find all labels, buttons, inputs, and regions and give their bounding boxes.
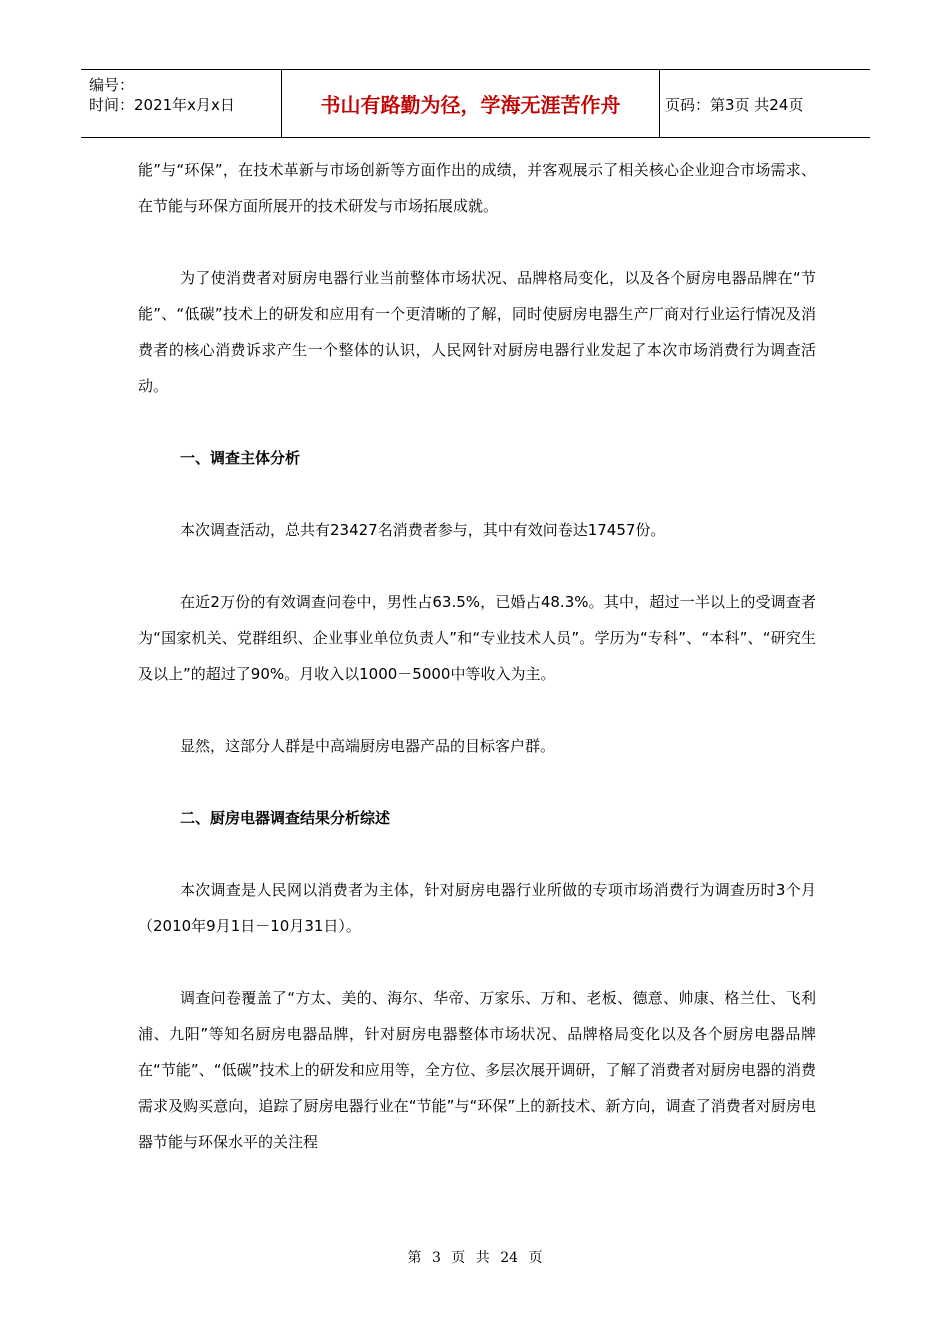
header-motto: 书山有路勤为径，学海无涯苦作舟 [320,93,621,117]
paragraph: 调查问卷覆盖了“方太、美的、海尔、华帝、万家乐、万和、老板、德意、帅康、格兰仕、飞利浦、九阳”等知名厨房电器品牌，针对厨房电器整体市场状况、品牌格局变化以及各个厨房电器品牌在“节能”、“低碳”技术上的研发和应用等，全方位、多层次展开调研，了解了消费者对厨房电器的消费需求及购买意向，追踪了厨房电器行业在“节能”与“环保”上的新技术、新方向，调查了消费者对厨房电器节能与环保水平的关注程 [138,989,816,1151]
paragraph: 本次调查是人民网以消费者为主体，针对厨房电器行业所做的专项市场消费行为调查历时3个月（2010年9月1日－10月31日）。 [138,881,816,935]
document-date: 时间：2021年x月x日 [89,96,235,114]
section-heading: 二、厨房电器调查结果分析综述 [180,809,391,827]
header-motto-cell [281,70,660,137]
header-page-cell [659,70,870,137]
section-heading: 一、调查主体分析 [180,449,301,467]
page-header [81,69,870,138]
paragraph: 能”与“环保”，在技术革新与市场创新等方面作出的成绩，并客观展示了相关核心企业迎合市场需求、在节能与环保方面所展开的技术研发与市场拓展成就。 [138,161,816,215]
header-meta-cell [81,70,281,137]
document-number: 编号： [89,76,135,94]
paragraph: 在近2万份的有效调查问卷中，男性占63.5%，已婚占48.3%。其中，超过一半以上的受调查者为“国家机关、党群组织、企业事业单位负责人”和“专业技术人员”。学历为“专科”、“本科”、“研究生及以上”的超过了90%。月收入以1000－5000中等收入为主。 [138,593,816,683]
paragraph: 本次调查活动，总共有23427名消费者参与，其中有效问卷达17457份。 [180,521,666,539]
header-page-info: 页码：第3页 共24页 [665,96,804,114]
paragraph: 为了使消费者对厨房电器行业当前整体市场状况、品牌格局变化，以及各个厨房电器品牌在“节能”、“低碳”技术上的研发和应用有一个更清晰的了解，同时使厨房电器生产厂商对行业运行情况及消费者的核心消费诉求产生一个整体的认识，人民网针对厨房电器行业发起了本次市场消费行为调查活动。 [138,269,816,395]
page-footer: 第 3 页 共 24 页 [407,1250,543,1266]
paragraph: 显然，这部分人群是中高端厨房电器产品的目标客户群。 [180,737,556,755]
document-body [138,152,816,1160]
